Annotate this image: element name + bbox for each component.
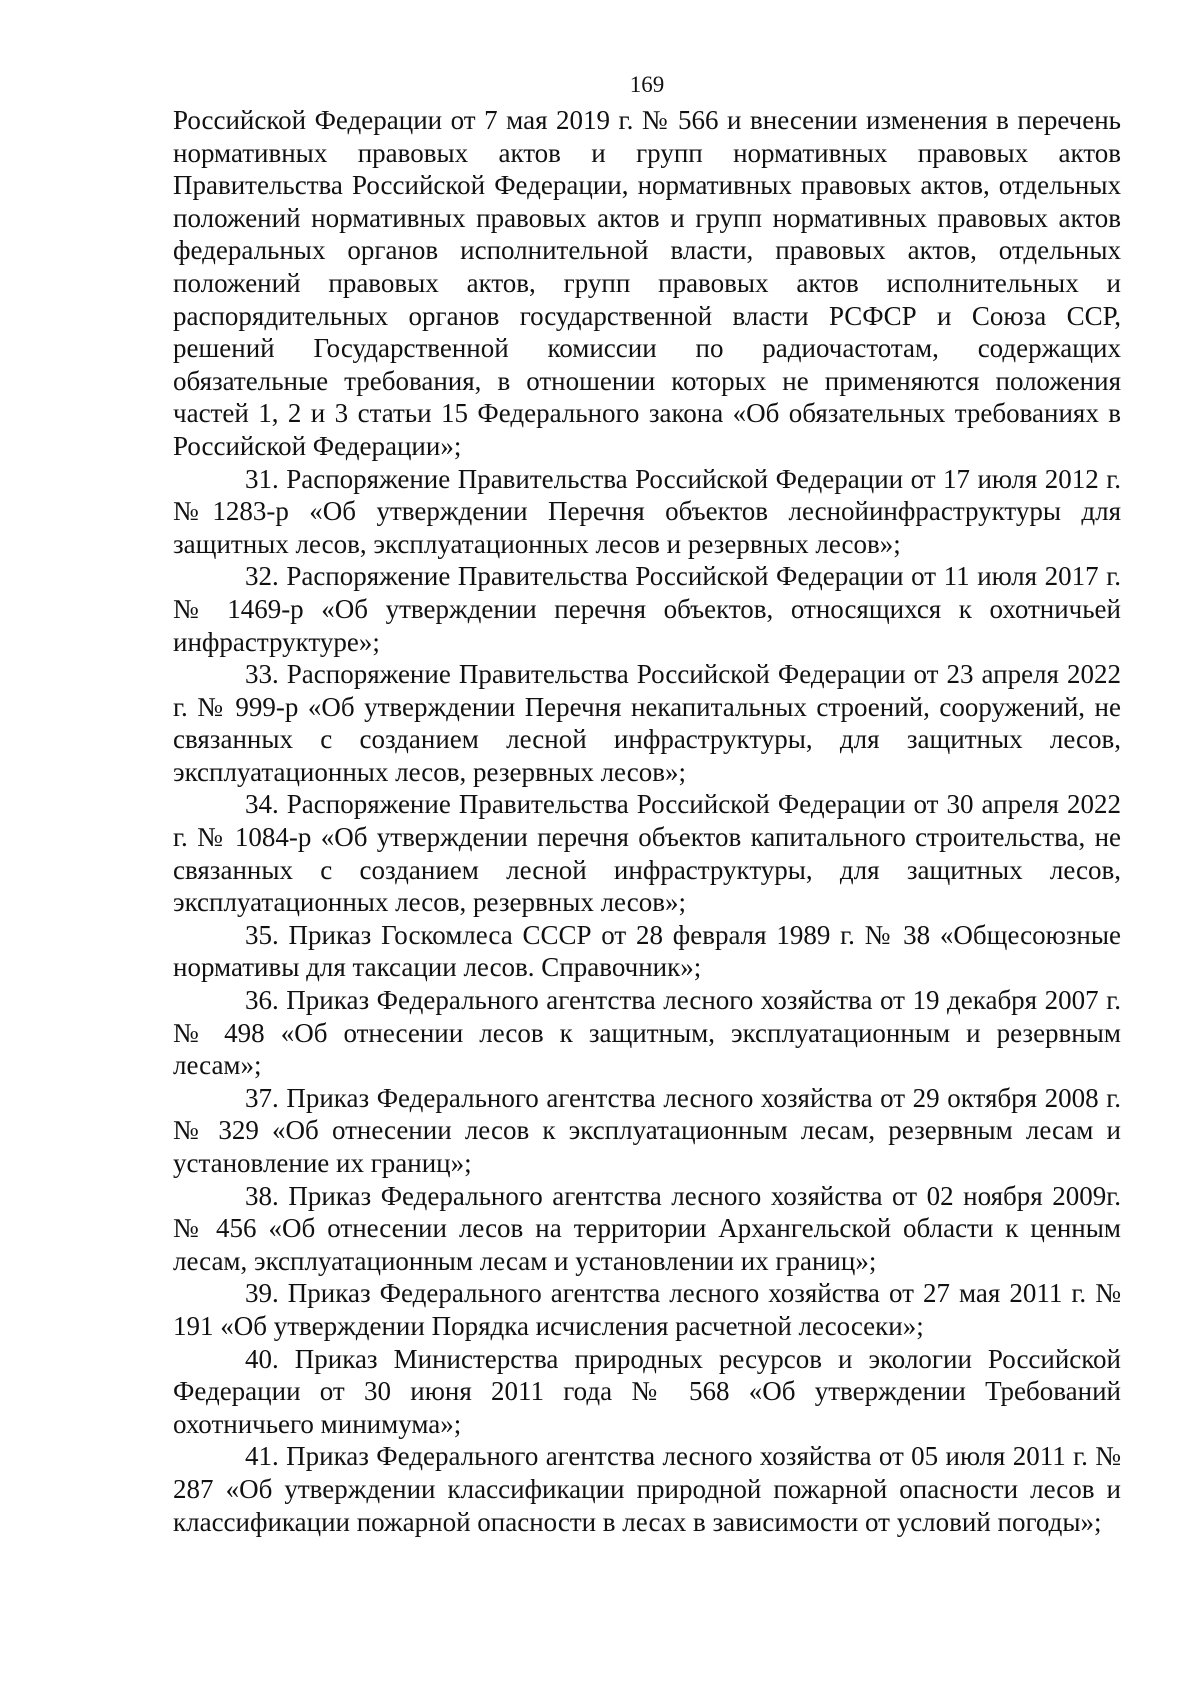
list-item-35: 35. Приказ Госкомлеса СССР от 28 февраля 1989 г. № 38 «Общесоюзные нормативы для таксации лесов. Справочник»; — [173, 919, 1121, 983]
list-item-41: 41. Приказ Федерального агентства лесного хозяйства от 05 июля 2011 г. № 287 «Об утверждении классификации природной пожарной опасности лесов и классификации пожарной опасности в лесах в зависимости от условий погоды»; — [173, 1441, 1121, 1537]
list-item-36: 36. Приказ Федерального агентства лесного хозяйства от 19 декабря 2007 г. № 498 «Об отнесении лесов к защитным, эксплуатационным и резервным лесам»; — [173, 985, 1121, 1081]
list-item-32: 32. Распоряжение Правительства Российской Федерации от 11 июля 2017 г. № 1469-р «Об утверждении перечня объектов, относящихся к охотничьей инфраструктуре»; — [173, 561, 1121, 657]
list-item-39: 39. Приказ Федерального агентства лесного хозяйства от 27 мая 2011 г. № 191 «Об утверждении Порядка исчисления расчетной лесосеки»; — [173, 1278, 1121, 1341]
paragraph-continuation: Российской Федерации от 7 мая 2019 г. № 566 и внесении изменения в перечень нормативных правовых актов и групп нормативных правовых актов Правительства Российской Федерации, нормативных правовых актов, отдельных положений нормативных правовых актов и групп нормативных правовых актов федеральных органов исполнительной власти, правовых актов, отдельных положений правовых актов, групп правовых актов исполнительных и распорядительных органов государственной власти РСФСР и Союза ССР, решений Государственной комиссии по радиочастотам, содержащих обязательные требования, в отношении которых не применяются положения частей 1, 2 и 3 статьи 15 Федерального закона «Об обязательных требованиях в Российской Федерации»; — [173, 105, 1121, 461]
list-item-33: 33. Распоряжение Правительства Российской Федерации от 23 апреля 2022 г. № 999-р «Об утверждении Перечня некапитальных строений, сооружений, не связанных с созданием лесной инфраструктуры, для защитных лесов, эксплуатационных лесов, резервных лесов»; — [173, 659, 1121, 787]
document-body — [173, 104, 1121, 1538]
list-item-34: 34. Распоряжение Правительства Российской Федерации от 30 апреля 2022 г. № 1084-р «Об утверждении перечня объектов капитального строительства, не связанных с созданием лесной инфраструктуры, для защитных лесов, эксплуатационных лесов, резервных лесов»; — [173, 789, 1121, 918]
page-number: 169 — [629, 72, 665, 97]
list-item-31: 31. Распоряжение Правительства Российской Федерации от 17 июля 2012 г. №1283-р «Об утверждении Перечня объектов леснойинфраструктуры для защитных лесов, эксплуатационных лесов и резервных лесов»; — [173, 463, 1121, 559]
list-item-37: 37. Приказ Федерального агентства лесного хозяйства от 29 октября 2008 г. № 329 «Об отнесении лесов к эксплуатационным лесам, резервным лесам и установление их границ»; — [173, 1082, 1121, 1178]
list-item-40: 40. Приказ Министерства природных ресурсов и экологии Российской Федерации от 30 июня 2011 года № 568 «Об утверждении Требований охотничьего минимума»; — [173, 1343, 1121, 1439]
list-item-38: 38. Приказ Федерального агентства лесного хозяйства от 02 ноября 2009г. № 456 «Об отнесении лесов на территории Архангельской области к ценным лесам, эксплуатационным лесам и установлении их границ»; — [173, 1180, 1121, 1276]
document-page — [173, 70, 1121, 1538]
